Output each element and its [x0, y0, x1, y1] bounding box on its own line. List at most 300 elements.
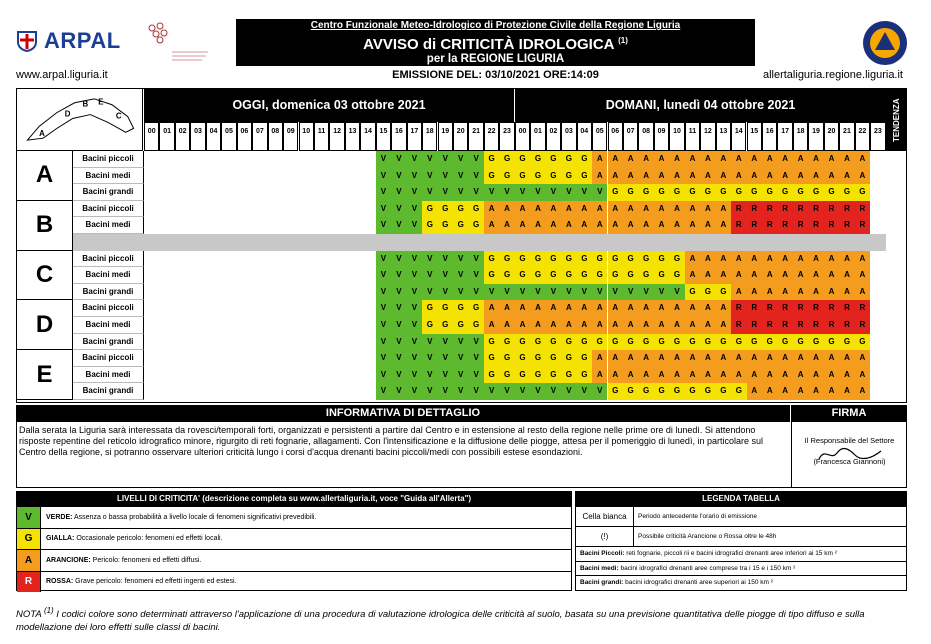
- criticality-cell: A: [808, 251, 823, 268]
- criticality-cell: A: [577, 201, 592, 218]
- criticality-cell: A: [530, 317, 545, 334]
- criticality-cell: A: [515, 201, 530, 218]
- criticality-cell: A: [716, 251, 731, 268]
- hour-label: 04: [577, 122, 592, 151]
- criticality-cell: A: [484, 317, 499, 334]
- hour-label: 23: [870, 122, 885, 151]
- criticality-cell: A: [561, 317, 576, 334]
- criticality-cell: G: [855, 334, 870, 351]
- criticality-cell: G: [515, 350, 530, 367]
- criticality-cell: V: [407, 217, 422, 234]
- criticality-cell: V: [530, 284, 545, 301]
- nota-text: NOTA $^{(1)}$ I codici colore sono determinati attraverso l'applicazione di una procedura di valutazione idrologica delle criticità al suolo, basata su una previsione quantitativa delle piogge di tipo diffuso e sulla modellazione dei loro effetti sulle classi di bacini.: [16, 606, 865, 634]
- criticality-cell: G: [654, 184, 669, 201]
- criticality-cell: A: [546, 217, 561, 234]
- criticality-cell: V: [623, 284, 638, 301]
- criticality-cell: G: [453, 217, 468, 234]
- criticality-cell: A: [762, 383, 777, 400]
- criticality-cell: A: [777, 367, 792, 384]
- criticality-cell: V: [376, 201, 391, 218]
- criticality-cell: V: [391, 383, 406, 400]
- gray-row: [73, 234, 886, 251]
- criticality-cell: G: [499, 168, 514, 185]
- criticality-cell: A: [700, 367, 715, 384]
- criticality-cell: A: [654, 201, 669, 218]
- basin-label: Bacini piccoli: [73, 151, 144, 168]
- criticality-cell: A: [515, 300, 530, 317]
- criticality-cell: A: [777, 251, 792, 268]
- criticality-cell: V: [484, 383, 499, 400]
- legend-row: [576, 575, 906, 590]
- criticality-cell: A: [561, 300, 576, 317]
- criticality-cell: A: [731, 284, 746, 301]
- criticality-cell: G: [762, 334, 777, 351]
- criticality-cell: G: [608, 267, 623, 284]
- criticality-cell: V: [438, 151, 453, 168]
- criticality-cell: G: [515, 251, 530, 268]
- criticality-cell: A: [716, 168, 731, 185]
- criticality-cell: A: [855, 267, 870, 284]
- criticality-cell: A: [762, 367, 777, 384]
- level-desc: ARANCIONE: Pericolo: fenomeni ed effetti diffusi.: [46, 556, 202, 564]
- criticality-cell: V: [376, 367, 391, 384]
- criticality-cell: V: [407, 367, 422, 384]
- criticality-cell: G: [777, 184, 792, 201]
- level-code: G: [17, 529, 41, 550]
- criticality-cell: A: [700, 251, 715, 268]
- criticality-cell: V: [484, 184, 499, 201]
- criticality-cell: V: [468, 168, 483, 185]
- criticality-cell: G: [530, 367, 545, 384]
- criticality-cell: A: [608, 350, 623, 367]
- criticality-cell: G: [747, 334, 762, 351]
- criticality-cell: A: [824, 383, 839, 400]
- criticality-cell: V: [407, 201, 422, 218]
- criticality-cell: A: [824, 350, 839, 367]
- zone-letter: A: [17, 151, 73, 201]
- criticality-cell: A: [499, 201, 514, 218]
- criticality-cell: A: [608, 300, 623, 317]
- criticality-cell: G: [499, 267, 514, 284]
- criticality-cell: V: [438, 267, 453, 284]
- criticality-cell: A: [808, 267, 823, 284]
- legend-key: Bacini medi:: [580, 564, 619, 572]
- arpal-url[interactable]: www.arpal.liguria.it: [16, 69, 108, 81]
- criticality-cell: A: [777, 168, 792, 185]
- criticality-cell: R: [777, 217, 792, 234]
- criticality-cell: A: [793, 251, 808, 268]
- criticality-cell: A: [530, 217, 545, 234]
- criticality-cell: G: [669, 383, 684, 400]
- criticality-cell: A: [623, 151, 638, 168]
- basin-label: Bacini medi: [73, 367, 144, 384]
- hour-label: 12: [329, 122, 344, 151]
- basin-label: Bacini piccoli: [73, 350, 144, 367]
- criticality-cell: G: [638, 267, 653, 284]
- criticality-cell: R: [793, 300, 808, 317]
- criticality-cell: A: [762, 350, 777, 367]
- criticality-cell: V: [669, 284, 684, 301]
- hour-label: 22: [855, 122, 870, 151]
- criticality-cell: V: [422, 334, 437, 351]
- criticality-cell: G: [623, 383, 638, 400]
- criticality-cell: V: [468, 151, 483, 168]
- criticality-cell: G: [515, 367, 530, 384]
- criticality-cell: V: [438, 168, 453, 185]
- criticality-cell: R: [855, 300, 870, 317]
- criticality-cell: G: [700, 284, 715, 301]
- criticality-cell: G: [438, 300, 453, 317]
- criticality-cell: G: [422, 300, 437, 317]
- criticality-cell: G: [654, 267, 669, 284]
- criticality-cell: R: [747, 217, 762, 234]
- criticality-cell: R: [839, 317, 854, 334]
- criticality-cell: V: [592, 383, 607, 400]
- criticality-cell: A: [638, 217, 653, 234]
- criticality-cell: A: [716, 317, 731, 334]
- criticality-cell: R: [839, 217, 854, 234]
- criticality-cell: G: [546, 267, 561, 284]
- criticality-cell: A: [561, 201, 576, 218]
- legend-row: [576, 561, 906, 576]
- criticality-cell: V: [376, 217, 391, 234]
- levels-list: [17, 506, 571, 592]
- criticality-cell: V: [376, 383, 391, 400]
- legend-box: [575, 491, 907, 591]
- criticality-cell: A: [669, 151, 684, 168]
- criticality-cell: G: [685, 184, 700, 201]
- criticality-cell: G: [530, 350, 545, 367]
- hour-label: 00: [515, 122, 530, 151]
- criticality-cell: A: [654, 300, 669, 317]
- criticality-cell: V: [561, 184, 576, 201]
- criticality-cell: V: [453, 168, 468, 185]
- criticality-cell: V: [499, 284, 514, 301]
- day-tomorrow-header: DOMANI, lunedì 04 ottobre 2021: [515, 89, 886, 122]
- criticality-cell: V: [391, 184, 406, 201]
- criticality-cell: R: [793, 201, 808, 218]
- criticality-cell: R: [824, 317, 839, 334]
- criticality-cell: G: [608, 184, 623, 201]
- criticality-cell: R: [855, 217, 870, 234]
- criticality-cell: V: [453, 267, 468, 284]
- criticality-cell: A: [839, 151, 854, 168]
- criticality-cell: G: [422, 201, 437, 218]
- level-desc: VERDE: Assenza o bassa probabilità a livello locale di fenomeni significativi prevedibili.: [46, 513, 317, 521]
- criticality-cell: A: [669, 317, 684, 334]
- criticality-cell: A: [747, 267, 762, 284]
- criticality-cell: A: [546, 300, 561, 317]
- tendenza-header: TENDENZA: [886, 89, 907, 151]
- criticality-cell: V: [391, 317, 406, 334]
- hour-label: 21: [839, 122, 854, 151]
- basin-label: Bacini grandi: [73, 284, 144, 301]
- criticality-cell: V: [453, 367, 468, 384]
- criticality-cell: V: [468, 284, 483, 301]
- hour-label: 02: [546, 122, 561, 151]
- criticality-cell: G: [530, 251, 545, 268]
- criticality-cell: R: [747, 300, 762, 317]
- level-code: A: [17, 550, 41, 571]
- criticality-cell: G: [669, 251, 684, 268]
- criticality-cell: A: [762, 168, 777, 185]
- criticality-cell: V: [376, 284, 391, 301]
- level-row: [17, 549, 571, 571]
- hour-label: 18: [422, 122, 437, 151]
- hour-label: 01: [530, 122, 545, 151]
- criticality-cell: A: [623, 317, 638, 334]
- criticality-cell: G: [793, 334, 808, 351]
- hour-label: 13: [345, 122, 360, 151]
- criticality-cell: V: [438, 350, 453, 367]
- criticality-cell: A: [685, 168, 700, 185]
- criticality-cell: V: [438, 284, 453, 301]
- criticality-cell: R: [762, 217, 777, 234]
- criticality-cell: A: [638, 367, 653, 384]
- criticality-cell: G: [484, 251, 499, 268]
- criticality-cell: A: [654, 367, 669, 384]
- criticality-cell: A: [777, 151, 792, 168]
- nota-sup: (1): [43, 606, 54, 615]
- criticality-cell: V: [515, 184, 530, 201]
- criticality-cell: A: [608, 201, 623, 218]
- criticality-cell: A: [747, 151, 762, 168]
- criticality-cell: A: [855, 284, 870, 301]
- criticality-cell: G: [808, 334, 823, 351]
- header-title-sup: (1): [618, 36, 628, 45]
- hour-label: 14: [360, 122, 375, 151]
- criticality-cell: V: [499, 383, 514, 400]
- hour-label: 15: [747, 122, 762, 151]
- criticality-cell: V: [468, 334, 483, 351]
- criticality-cell: V: [391, 251, 406, 268]
- criticality-cell: A: [515, 317, 530, 334]
- criticality-cell: A: [685, 201, 700, 218]
- criticality-cell: V: [391, 201, 406, 218]
- criticality-cell: R: [808, 217, 823, 234]
- hour-label: 05: [592, 122, 607, 151]
- basin-label: Bacini grandi: [73, 334, 144, 351]
- criticality-cell: A: [747, 284, 762, 301]
- criticality-cell: A: [608, 217, 623, 234]
- criticality-cell: G: [577, 251, 592, 268]
- criticality-cell: G: [654, 334, 669, 351]
- legend-value: Bacini grandi: bacini idrografici drenanti aree superiori ai 150 km ²: [580, 579, 773, 587]
- hour-label: 15: [376, 122, 391, 151]
- criticality-cell: V: [468, 367, 483, 384]
- criticality-cell: A: [700, 217, 715, 234]
- criticality-cell: G: [623, 267, 638, 284]
- criticality-cell: A: [824, 284, 839, 301]
- criticality-cell: G: [468, 317, 483, 334]
- criticality-cell: G: [438, 217, 453, 234]
- criticality-cell: V: [391, 334, 406, 351]
- signature-role: Il Responsabile del Settore: [804, 436, 895, 445]
- criticality-cell: R: [731, 201, 746, 218]
- criticality-cell: A: [855, 151, 870, 168]
- criticality-cell: A: [731, 367, 746, 384]
- criticality-cell: A: [638, 151, 653, 168]
- signature-box: [791, 422, 907, 488]
- criticality-cell: G: [623, 334, 638, 351]
- criticality-cell: R: [777, 201, 792, 218]
- criticality-cell: R: [855, 317, 870, 334]
- criticality-cell: A: [793, 350, 808, 367]
- criticality-cell: A: [654, 168, 669, 185]
- criticality-cell: A: [638, 201, 653, 218]
- criticality-cell: A: [839, 367, 854, 384]
- criticality-cell: A: [747, 367, 762, 384]
- criticality-cell: G: [546, 151, 561, 168]
- criticality-cell: G: [577, 168, 592, 185]
- hour-label: 03: [561, 122, 576, 151]
- criticality-cell: A: [808, 367, 823, 384]
- criticality-cell: G: [685, 284, 700, 301]
- legend-row: [576, 526, 906, 546]
- criticality-cell: A: [777, 350, 792, 367]
- criticality-cell: G: [530, 267, 545, 284]
- arpal-logo: [16, 28, 121, 54]
- legend-key: Bacini grandi:: [580, 579, 624, 587]
- level-name: ROSSA:: [46, 578, 74, 586]
- criticality-cell: V: [453, 383, 468, 400]
- criticality-cell: G: [638, 184, 653, 201]
- criticality-cell: A: [515, 217, 530, 234]
- header-banner: [236, 19, 755, 66]
- criticality-cell: V: [391, 151, 406, 168]
- criticality-cell: G: [484, 267, 499, 284]
- criticality-cell: G: [731, 334, 746, 351]
- criticality-cell: V: [484, 284, 499, 301]
- criticality-cell: V: [391, 267, 406, 284]
- criticality-cell: A: [623, 168, 638, 185]
- criticality-cell: V: [561, 284, 576, 301]
- liguria-shield-icon: [16, 30, 38, 52]
- criticality-cell: V: [453, 334, 468, 351]
- criticality-cell: G: [561, 168, 576, 185]
- criticality-cell: V: [407, 317, 422, 334]
- criticality-cell: R: [731, 317, 746, 334]
- criticality-cell: G: [577, 151, 592, 168]
- criticality-cell: V: [391, 350, 406, 367]
- criticality-cell: G: [638, 383, 653, 400]
- criticality-cell: R: [824, 300, 839, 317]
- hour-label: 21: [468, 122, 483, 151]
- basin-label: Bacini medi: [73, 317, 144, 334]
- criticality-cell: G: [608, 334, 623, 351]
- hour-label: 06: [237, 122, 252, 151]
- criticality-cell: A: [530, 201, 545, 218]
- allerta-url[interactable]: allertaliguria.regione.liguria.it: [762, 69, 903, 81]
- criticality-cell: G: [700, 184, 715, 201]
- criticality-cell: G: [515, 267, 530, 284]
- criticality-cell: V: [577, 383, 592, 400]
- criticality-cell: V: [468, 383, 483, 400]
- criticality-cell: G: [530, 151, 545, 168]
- header-region: per la REGIONE LIGURIA: [426, 53, 565, 65]
- criticality-cell: A: [669, 300, 684, 317]
- criticality-cell: V: [376, 184, 391, 201]
- criticality-cell: G: [700, 383, 715, 400]
- criticality-cell: A: [685, 350, 700, 367]
- criticality-cell: V: [422, 251, 437, 268]
- info-text: Dalla serata la Liguria sarà interessata da rovesci/temporali forti, organizzati e persistenti a partire dal Centro e in estensione al resto della regione nelle prime ore di lunedì. Si attendono risposte repentine del reticolo idrografico minore, rigurgito di reti fognarie, allagamenti. Con l'intensificazione e la diffusione delle piogge, attesa per il pomeriggio di lunedì, in particolare sul Centro della regione, si potranno osservare ulteriori criticità lungo i corsi d'acqua drenanti bacini piccoli/medi con possibili estese esondazioni.: [19, 425, 763, 457]
- svg-text:A: A: [39, 129, 45, 139]
- basin-label: Bacini grandi: [73, 383, 144, 400]
- criticality-cell: A: [638, 317, 653, 334]
- criticality-cell: G: [561, 267, 576, 284]
- criticality-cell: G: [515, 334, 530, 351]
- criticality-cell: G: [638, 251, 653, 268]
- criticality-cell: V: [530, 184, 545, 201]
- criticality-cell: V: [468, 184, 483, 201]
- basin-label: Bacini medi: [73, 267, 144, 284]
- criticality-cell: G: [577, 334, 592, 351]
- basin-label: Bacini medi: [73, 217, 144, 234]
- criticality-cell: G: [546, 251, 561, 268]
- criticality-cell: V: [515, 383, 530, 400]
- day-today-header: OGGI, domenica 03 ottobre 2021: [144, 89, 515, 122]
- criticality-cell: A: [654, 317, 669, 334]
- criticality-cell: A: [592, 317, 607, 334]
- criticality-cell: R: [793, 217, 808, 234]
- criticality-cell: A: [484, 300, 499, 317]
- criticality-cell: V: [546, 184, 561, 201]
- criticality-cell: A: [855, 251, 870, 268]
- criticality-cell: V: [515, 284, 530, 301]
- criticality-cell: V: [422, 184, 437, 201]
- basin-label: Bacini piccoli: [73, 201, 144, 218]
- criticality-cell: V: [391, 217, 406, 234]
- criticality-cell: V: [407, 267, 422, 284]
- criticality-cell: G: [468, 300, 483, 317]
- criticality-cell: A: [762, 267, 777, 284]
- criticality-cell: G: [422, 217, 437, 234]
- criticality-cell: A: [731, 168, 746, 185]
- criticality-cell: G: [546, 168, 561, 185]
- svg-text:E: E: [98, 97, 104, 107]
- criticality-cell: V: [407, 184, 422, 201]
- hour-label: 06: [608, 122, 623, 151]
- criticality-cell: V: [592, 284, 607, 301]
- criticality-cell: A: [839, 267, 854, 284]
- svg-text:B: B: [82, 99, 89, 109]
- criticality-cell: A: [716, 201, 731, 218]
- criticality-cell: R: [839, 300, 854, 317]
- criticality-cell: A: [685, 217, 700, 234]
- level-row: [17, 528, 571, 550]
- hour-label: 20: [453, 122, 468, 151]
- legend-row: [576, 546, 906, 561]
- legend-key: (!): [576, 527, 634, 546]
- firma-title: FIRMA: [790, 405, 907, 422]
- criticality-cell: A: [808, 151, 823, 168]
- criticality-cell: G: [638, 334, 653, 351]
- criticality-cell: A: [808, 383, 823, 400]
- criticality-cell: A: [592, 168, 607, 185]
- criticality-cell: R: [808, 300, 823, 317]
- emission-date: EMISSIONE DEL: 03/10/2021 ORE:14:09: [392, 69, 599, 81]
- legend-title: LEGENDA TABELLA: [576, 492, 906, 506]
- criticality-cell: G: [716, 284, 731, 301]
- criticality-cell: A: [731, 251, 746, 268]
- criticality-cell: V: [376, 251, 391, 268]
- criticality-cell: V: [561, 383, 576, 400]
- criticality-cell: G: [700, 334, 715, 351]
- criticality-cell: G: [731, 383, 746, 400]
- criticality-cell: V: [530, 383, 545, 400]
- criticality-cell: R: [747, 317, 762, 334]
